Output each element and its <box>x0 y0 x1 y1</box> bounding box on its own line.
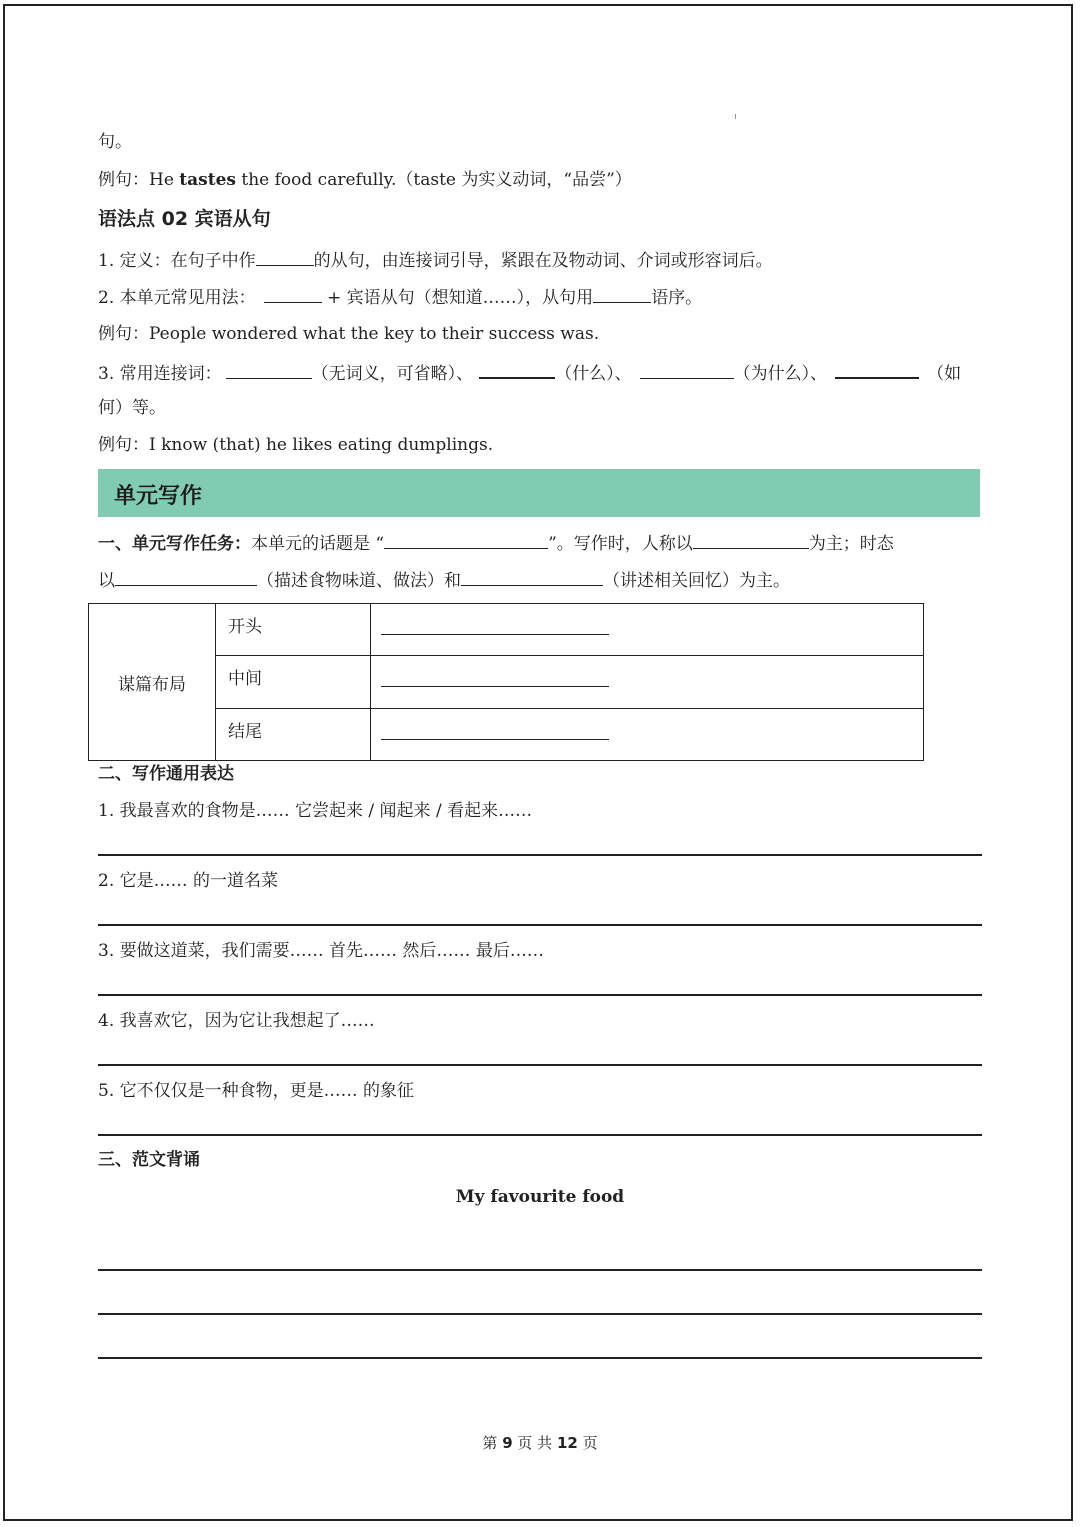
blank-field[interactable] <box>461 567 603 586</box>
structure-label: 谋篇布局 <box>89 604 216 761</box>
blank-field[interactable] <box>693 530 809 549</box>
item3-text-b: （无词义，可省略）、 <box>311 364 474 384</box>
ending-fill-cell <box>371 708 924 760</box>
section-banner <box>98 469 980 517</box>
part-opening: 开头 <box>216 604 371 656</box>
example-rest: the food carefully.（taste 为实义动词，“品尝”） <box>235 170 632 190</box>
footer-text-a: 第 <box>482 1434 503 1452</box>
opening-fill-cell <box>371 604 924 656</box>
item3-text-c: （什么）、 <box>555 364 632 384</box>
expression-item: 4. 我喜欢它，因为它让我想起了…… <box>98 1011 375 1031</box>
item3-text-a: 3. 常用连接词： <box>98 364 222 384</box>
item2-text-a: 2. 本单元常见用法： <box>98 288 256 308</box>
expression-item: 5. 它不仅仅是一种食物，更是…… 的象征 <box>98 1081 415 1101</box>
item3-text-d: （为什么）、 <box>733 364 828 384</box>
item2-text-c: 语序。 <box>651 288 703 308</box>
task-label: 一、单元写作任务： <box>98 534 251 554</box>
writing-task-line-2 <box>98 567 790 593</box>
grammar-example-2: 例句：People wondered what the key to their success was. <box>98 324 600 344</box>
blank-field[interactable] <box>264 284 322 303</box>
footer-text-b: 页 共 <box>512 1434 557 1452</box>
item1-text-b: 的从句，由连接词引导，紧跟在及物动词、介词或形容词后。 <box>313 251 773 271</box>
item2-text-b: + 宾语从句（想知道……），从句用 <box>321 288 594 308</box>
current-page-number: 9 <box>502 1434 513 1452</box>
task-text-a: 本单元的话题是 “ <box>251 534 385 554</box>
middle-fill-cell <box>371 656 924 708</box>
part-ending: 结尾 <box>216 708 371 760</box>
example-taste <box>98 168 632 192</box>
continued-sentence: 句。 <box>98 132 132 152</box>
blank-field[interactable] <box>479 359 555 379</box>
grammar-item-3-cont: 何）等。 <box>98 398 166 418</box>
example-bold-word: tastes <box>179 170 236 190</box>
blank-field[interactable] <box>384 530 548 549</box>
grammar-item-3 <box>98 359 961 386</box>
expressions-title: 二、写作通用表达 <box>98 764 234 784</box>
total-page-number: 12 <box>556 1434 578 1452</box>
essay-line[interactable] <box>98 1357 982 1359</box>
grammar-item-2 <box>98 284 702 310</box>
blank-field[interactable] <box>226 360 312 379</box>
essay-line[interactable] <box>98 1269 982 1271</box>
blank-field[interactable] <box>640 360 734 379</box>
expression-item: 1. 我最喜欢的食物是…… 它尝起来 / 闻起来 / 看起来…… <box>98 801 533 821</box>
blank-field[interactable] <box>835 359 919 379</box>
page-footer <box>0 1433 1080 1453</box>
grammar-point-title: 语法点 02 宾语从句 <box>98 208 271 230</box>
answer-line[interactable] <box>98 994 982 996</box>
task-text-c: 为主；时态 <box>808 534 894 554</box>
answer-line[interactable] <box>98 1134 982 1136</box>
item1-text-a: 1. 定义：在句子中作 <box>98 251 256 271</box>
answer-line[interactable] <box>98 924 982 926</box>
answer-line[interactable] <box>98 854 982 856</box>
expression-item: 2. 它是…… 的一道名菜 <box>98 871 279 891</box>
blank-field[interactable] <box>381 668 609 687</box>
example-prefix: 例句：He <box>98 170 180 190</box>
structure-table <box>88 603 924 761</box>
essay-title: My favourite food <box>455 1187 625 1207</box>
blank-field[interactable] <box>593 284 651 303</box>
blank-field[interactable] <box>115 567 257 586</box>
task-text-e: （描述食物味道、做法）和 <box>257 571 461 591</box>
task-text-d: 以 <box>98 571 115 591</box>
footer-text-c: 页 <box>577 1434 598 1452</box>
blank-field[interactable] <box>381 616 609 635</box>
writing-task-line-1 <box>98 530 894 556</box>
essay-line[interactable] <box>98 1313 982 1315</box>
model-essay-title: 三、范文背诵 <box>98 1150 200 1170</box>
task-text-f: （讲述相关回忆）为主。 <box>603 571 790 591</box>
grammar-example-3: 例句：I know (that) he likes eating dumplings. <box>98 435 494 455</box>
expression-item: 3. 要做这道菜，我们需要…… 首先…… 然后…… 最后…… <box>98 941 544 961</box>
scan-mark <box>735 114 736 119</box>
task-text-b: ”。写作时，人称以 <box>548 534 693 554</box>
blank-field[interactable] <box>256 247 314 266</box>
banner-title: 单元写作 <box>114 484 203 509</box>
blank-field[interactable] <box>381 721 609 740</box>
answer-line[interactable] <box>98 1064 982 1066</box>
grammar-item-1 <box>98 247 773 273</box>
part-middle: 中间 <box>216 656 371 708</box>
item3-text-e: （如 <box>927 364 962 384</box>
